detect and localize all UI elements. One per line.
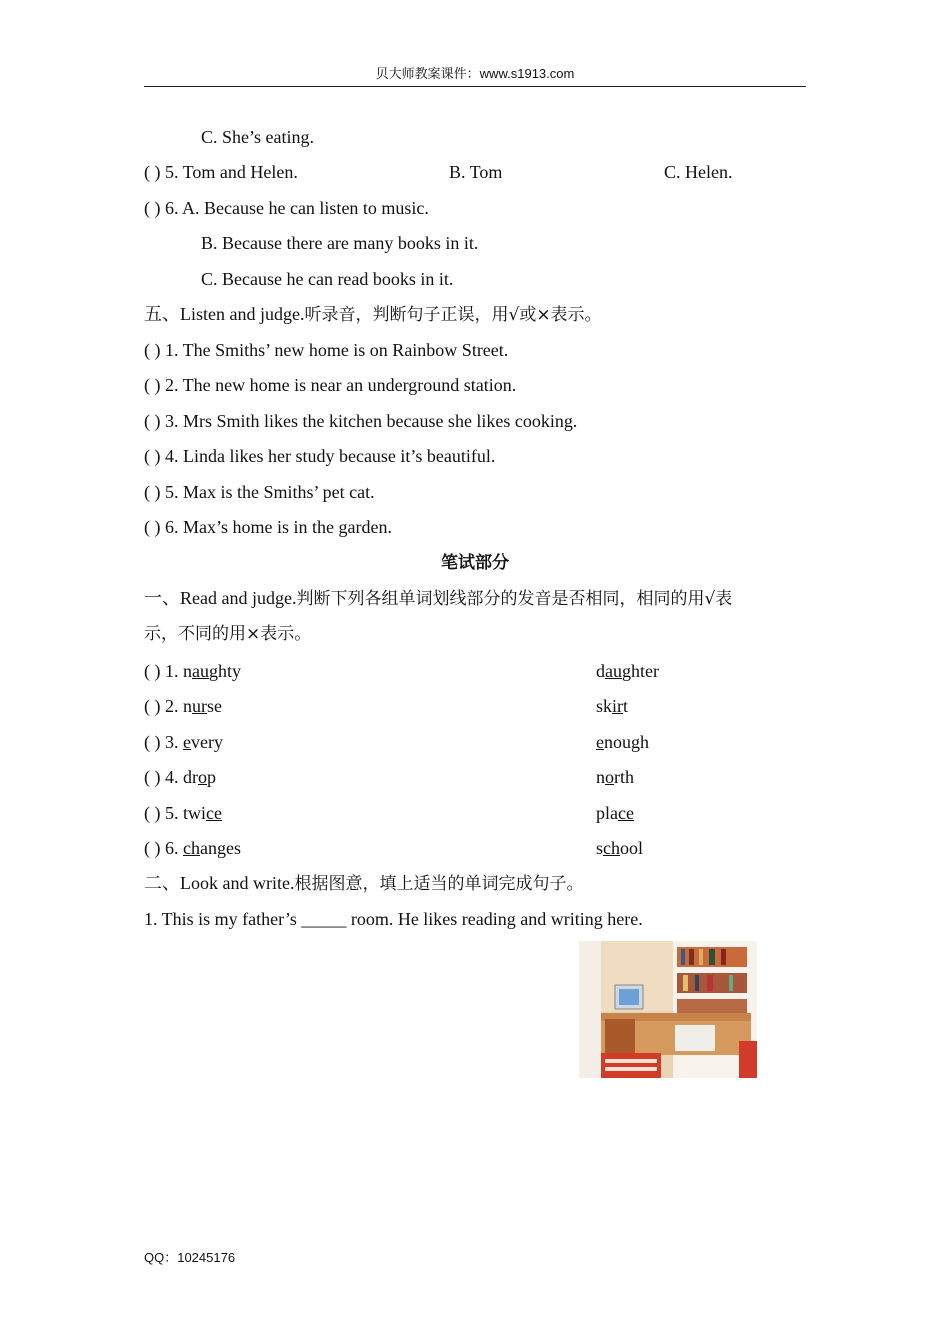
q6-option-b: B. Because there are many books in it.: [201, 233, 479, 253]
section5-title-en: 五、Listen and judge.: [144, 304, 305, 324]
word-left: ( ) 1. naughty: [144, 661, 242, 681]
written1-title-cn: 判断下列各组单词划线部分的发音是否相同，相同的用√表: [296, 589, 733, 609]
section5-title: [144, 302, 602, 327]
list-item: ( ) 1. The Smiths’ new home is on Rainbow Street.: [144, 340, 509, 360]
word-left: ( ) 2. nurse: [144, 696, 222, 716]
q6-option-c: C. Because he can read books in it.: [201, 269, 454, 289]
list-item: ( ) 2. The new home is near an underground station.: [144, 375, 517, 395]
q6-option-a: ( ) 6. A. Because he can listen to music.: [144, 198, 429, 218]
written2-title-en: 二、Look and write.: [144, 873, 295, 893]
list-item: ( ) 3. Mrs Smith likes the kitchen because she likes cooking.: [144, 411, 578, 431]
word-right: north: [596, 767, 634, 787]
word-left: ( ) 3. every: [144, 732, 223, 752]
page-header: 贝大师教案课件：www.s1913.com: [144, 64, 806, 87]
written2-title: [144, 871, 583, 896]
word-right: skirt: [596, 696, 629, 716]
word-left: ( ) 6. changes: [144, 838, 241, 858]
written1-title-en: 一、Read and judge.: [144, 588, 297, 608]
list-item: ( ) 6. Max’s home is in the garden.: [144, 517, 392, 537]
word-left: ( ) 4. drop: [144, 767, 216, 787]
q5-option-c: C. Helen.: [664, 162, 733, 182]
word-right: school: [596, 838, 644, 858]
written1-title-cont: 示，不同的用×表示。: [144, 624, 312, 644]
word-right: daughter: [596, 661, 659, 681]
q5-option-b: B. Tom: [449, 162, 503, 182]
written-part-title: 笔试部分: [441, 553, 509, 573]
section5-title-cn: 听录音，判断句子正误，用√或×表示。: [304, 305, 602, 325]
written2-title-cn: 根据图意，填上适当的单词完成句子。: [294, 874, 584, 894]
word-right: enough: [596, 732, 649, 752]
q5-stem: ( ) 5. Tom and Helen.: [144, 162, 298, 182]
study-room-photo: [579, 941, 757, 1078]
word-left: ( ) 5. twice: [144, 803, 222, 823]
written1-title: [144, 586, 732, 611]
q4-option-c: C. She’s eating.: [201, 127, 314, 147]
page-footer: QQ：10245176: [144, 1250, 236, 1265]
written2-q1: 1. This is my father’s _____ room. He likes reading and writing here.: [144, 909, 643, 929]
word-right: place: [596, 803, 634, 823]
list-item: ( ) 4. Linda likes her study because it’s beautiful.: [144, 446, 496, 466]
list-item: ( ) 5. Max is the Smiths’ pet cat.: [144, 482, 375, 502]
